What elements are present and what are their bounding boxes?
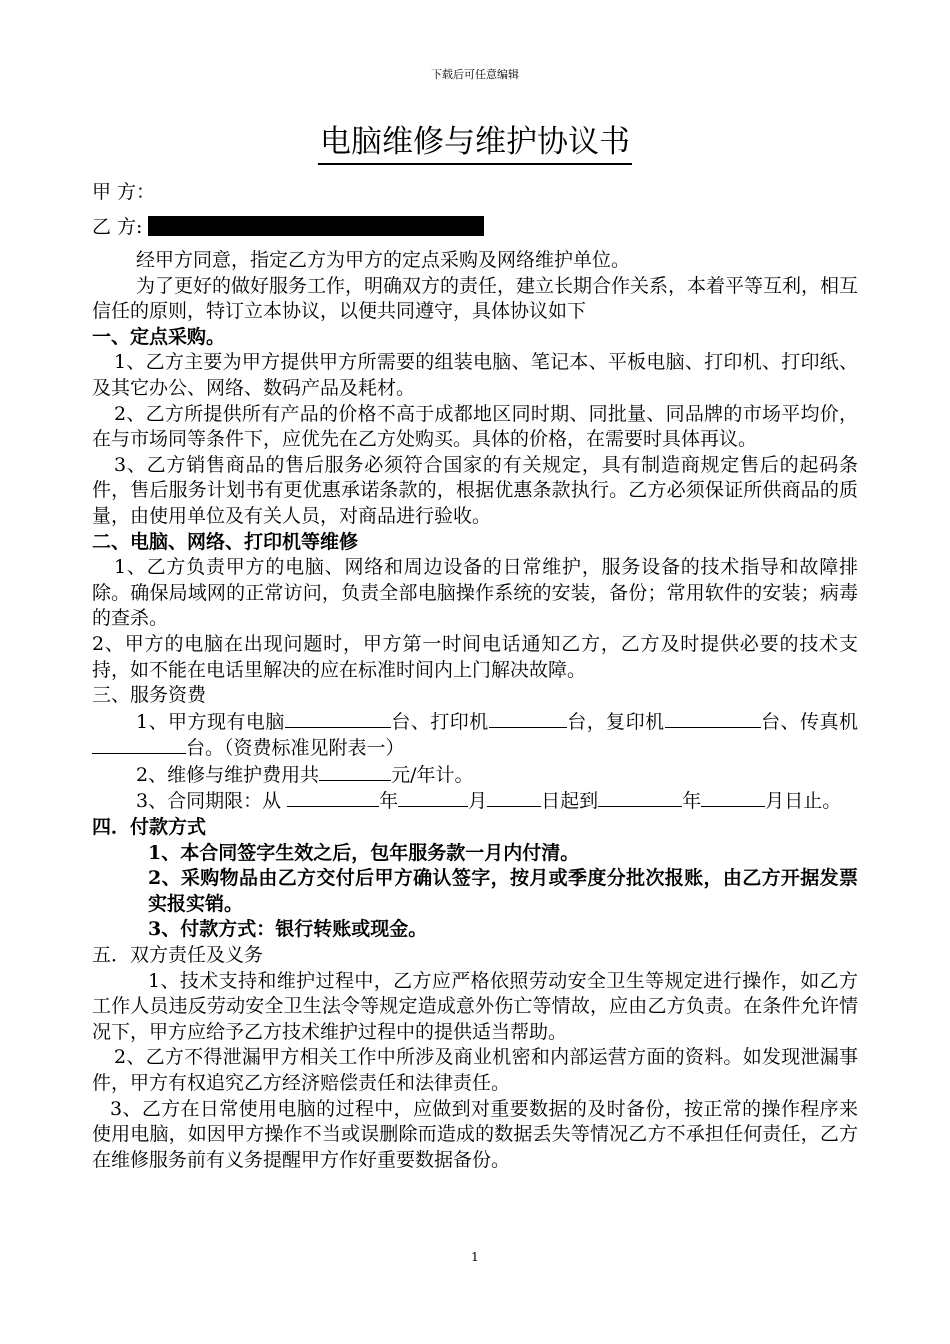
clause: 2、采购物品由乙方交付后甲方确认签字，按月或季度分批次报账，由乙方开据发票实报实销。 bbox=[148, 867, 858, 915]
clause: 1、乙方主要为甲方提供甲方所需要的组装电脑、笔记本、平板电脑、打印机、打印纸、及其它办公、网络、数码产品及耗材。 bbox=[92, 351, 858, 399]
section-heading: 二、电脑、网络、打印机等维修 bbox=[92, 530, 359, 553]
section-heading: 五．双方责任及义务 bbox=[92, 944, 264, 967]
clause: 3、乙方销售商品的售后服务必须符合国家的有关规定，具有制造商规定售后的起码条件，售后服务计划书有更优惠承诺条款的，根据优惠条款执行。乙方必须保证所供商品的质量，由使用单位及有关人员，对商品进行验收。 bbox=[92, 453, 858, 527]
intro-paragraph: 经甲方同意，指定乙方为甲方的定点采购及网络维护单位。 bbox=[136, 249, 631, 271]
agreement-body bbox=[92, 248, 858, 1173]
clause: 1、乙方负责甲方的电脑、网络和周边设备的日常维护，服务设备的技术指导和故障排除。确保局域网的正常访问，负责全部电脑操作系统的安装，备份；常用软件的安装；病毒的查杀。 bbox=[92, 556, 858, 630]
clause: 3、乙方在日常使用电脑的过程中，应做到对重要数据的及时备份，按正常的操作程序来使用电脑，如因甲方操作不当或误删除而造成的数据丢失等情况乙方不承担任何责任，乙方在维修服务前有义务提醒甲方作好重要数据备份。 bbox=[92, 1097, 858, 1171]
section-heading: 三、服务资费 bbox=[92, 684, 207, 707]
section-heading: 四．付款方式 bbox=[92, 816, 207, 839]
redaction-bar bbox=[148, 216, 484, 236]
clause-fill-in: 3、合同期限：从 年 月 日起到 年 月日止。 bbox=[136, 790, 842, 813]
header-note: 下载后可任意编辑 bbox=[431, 68, 519, 81]
clause: 1、本合同签字生效之后，包年服务款一月内付清。 bbox=[148, 841, 580, 864]
clause: 1、技术支持和维护过程中，乙方应严格依照劳动安全卫生等规定进行操作，如乙方工作人员违反劳动安全卫生法令等规定造成意外伤亡等情故，应由乙方负责。在条件允许情况下，甲方应给予乙方技术维护过程中的提供适当帮助。 bbox=[92, 969, 858, 1043]
clause: 2、乙方不得泄漏甲方相关工作中所涉及商业机密和内部运营方面的资料。如发现泄漏事件，甲方有权追究乙方经济赔偿责任和法律责任。 bbox=[92, 1046, 858, 1094]
intro-paragraph: 为了更好的做好服务工作，明确双方的责任，建立长期合作关系，本着平等互利，相互信任的原则，特订立本协议，以便共同遵守，具体协议如下 bbox=[92, 274, 859, 323]
clause: 3、付款方式：银行转账或现金。 bbox=[148, 918, 428, 941]
page-number: 1 bbox=[471, 1250, 479, 1264]
clause: 2、乙方所提供所有产品的价格不高于成都地区同时期、同批量、同品牌的市场平均价，在与市场同等条件下，应优先在乙方处购买。具体的价格，在需要时具体再议。 bbox=[92, 402, 858, 451]
clause-fill-in: 2、维修与维护费用共 元/年计。 bbox=[136, 763, 474, 786]
section-heading: 一、定点采购。 bbox=[92, 325, 226, 348]
party-b-line: 乙 方: bbox=[92, 212, 484, 239]
clause: 2、甲方的电脑在出现问题时，甲方第一时间电话通知乙方，乙方及时提供必要的技术支持，如不能在电话里解决的应在标准时间内上门解决故障。 bbox=[92, 632, 858, 681]
clause-fill-in: 1、甲方现有电脑 台、打印机 台，复印机 台、传真机台。（资费标准见附表一） bbox=[92, 709, 858, 762]
document-title: 电脑维修与维护协议书 bbox=[0, 116, 950, 161]
party-a-line: 甲 方： bbox=[92, 181, 156, 203]
